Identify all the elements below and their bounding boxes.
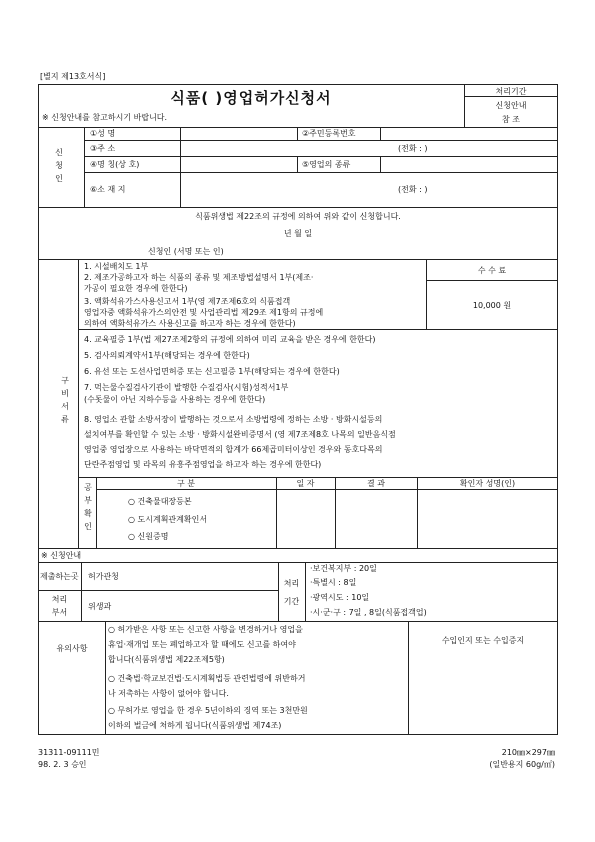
note-item: 합니다(식품위생법 제22조제5항): [108, 655, 225, 664]
period-city-county: ·시·군·구 : 7일 , 8일(식품접객업): [310, 608, 427, 617]
business-name-field[interactable]: [182, 158, 294, 170]
note-item: 나 저촉하는 사항이 없어야 합니다.: [108, 689, 229, 698]
dept-label-1: 처리: [51, 595, 68, 604]
period-label-1: 처리: [283, 579, 300, 588]
public-check-label: 공부확인: [84, 483, 92, 531]
document-item: 영업자중 액화석유가스의안전 및 사업관리법 제29조 제1항의 규정에: [84, 308, 324, 317]
submit-value: 허가관청: [88, 572, 119, 581]
note-item: 휴업·재개업 또는 폐업하고자 할 때에도 신고를 하여야: [108, 640, 296, 649]
declaration-signer: 신청인 (서명 또는 인): [148, 247, 224, 256]
dept-label-2: 부서: [51, 608, 68, 617]
documents-section-label: 구비서류: [61, 376, 69, 424]
document-item: 4. 교육필증 1부(법 제27조제2항의 규정에 의하여 미리 교육을 받은 경우에 한한다): [84, 335, 376, 344]
footer-size: 210㎜×297㎜: [501, 748, 555, 757]
business-type-label: ⑤영업의 종류: [302, 160, 351, 169]
document-item: 6. 유선 또는 도선사업면허증 또는 신고필증 1부(해당되는 경우에 한한다): [84, 367, 340, 376]
document-item: 의하여 액화석유가스 사용신고를 하고자 하는 경우에 한한다): [84, 319, 296, 328]
address-label: ③주 소: [90, 144, 116, 153]
stamp-label: 수입인지 또는 수입증지: [441, 636, 525, 645]
check-header-result: 결 과: [367, 479, 385, 488]
notice-text: ※ 신청안내를 참고하시기 바랍니다.: [42, 113, 168, 122]
form-number: [별지 제13호서식]: [40, 72, 106, 81]
reg-no-label: ②주민등록번호: [302, 129, 356, 138]
reg-no-field[interactable]: [383, 129, 555, 139]
note-item: ○ 허가받은 사항 또는 신고한 사항을 변경하거나 영업을: [108, 625, 303, 634]
business-type-field[interactable]: [383, 158, 555, 170]
document-item: 3. 액화석유가스사용신고서 1부(영 제7조제6호의 식품접객: [84, 297, 291, 306]
document-item: (수돗물이 아닌 지하수등을 사용하는 경우에 한한다): [84, 395, 266, 404]
period-special-city: ·특별시 : 8일: [310, 578, 357, 587]
check-header-type: 구 분: [177, 479, 195, 488]
processing-guide-2: 참 조: [502, 115, 520, 124]
note-item: ○ 무허가로 영업을 한 경우 5년이하의 징역 또는 3천만원: [108, 706, 308, 715]
name-label: ①성 명: [90, 129, 116, 138]
document-item: 1. 시설배치도 1부: [84, 262, 149, 271]
form-title: 식품( )영업허가신청서: [170, 89, 332, 107]
declaration-text: 식품위생법 제22조의 규정에 의하여 위와 같이 신청합니다.: [195, 212, 401, 221]
period-label-2: 기간: [283, 597, 300, 606]
fee-value: 10,000 원: [472, 301, 512, 310]
notes-section-label: 유의사항: [56, 644, 88, 653]
applicant-section-label: 신청인: [55, 148, 63, 183]
period-ministry: ·보건복지부 : 20일: [310, 564, 377, 573]
footer-paper: (일반용지 60g/㎡): [489, 760, 555, 769]
guide-title: ※ 신청안내: [41, 551, 82, 560]
processing-guide-1: 신청안내: [495, 101, 527, 110]
submit-label: 제출하는곳: [40, 572, 79, 581]
document-item: 8. 영업소 관할 소방서장이 발행하는 것으로서 소방법령에 정하는 소방 · 방화시설등의: [84, 415, 383, 424]
document-item: 단란주점영업 및 라목의 유흥주점영업을 하고자 하는 경우에 한한다): [84, 460, 322, 469]
declaration-date: 년 월 일: [283, 229, 313, 238]
document-item: 5. 검사의뢰계약서1부(해당되는 경우에 한한다): [84, 351, 250, 360]
period-metro: ·광역시도 : 10일: [310, 593, 370, 602]
name-field[interactable]: [182, 129, 294, 139]
location-field[interactable]: [182, 176, 392, 204]
dept-value: 위생과: [88, 602, 112, 611]
document-item: 가공이 필요한 경우에 한한다): [84, 284, 188, 293]
check-item-building-register: ○ 건축물대장등본: [128, 497, 192, 506]
processing-period-label: 처리기간: [495, 87, 527, 96]
note-item: ○ 건축법·학교보건법·도시계획법등 관련법령에 위반하거: [108, 674, 306, 683]
document-item: 2. 제조가공하고자 하는 식품의 종류 및 제조방법설명서 1부(제조·: [84, 273, 314, 282]
fee-label: 수 수 료: [477, 266, 507, 275]
address-phone: (전화 : ): [398, 144, 428, 153]
footer-approval: 98. 2. 3 승인: [38, 760, 87, 769]
document-item: 설치여부를 확인할 수 있는 소방 · 방화시설완비증명서 (영 제7조제8호 나목의 일반음식점: [84, 430, 396, 439]
address-field[interactable]: [182, 142, 392, 154]
note-item: 이하의 벌금에 처하게 됩니다(식품위생법 제74조): [108, 721, 282, 730]
location-phone: (전화 : ): [398, 185, 428, 194]
check-header-date: 일 자: [296, 479, 315, 488]
business-name-label: ④명 칭(상 호): [90, 160, 140, 169]
location-label: ⑥소 재 지: [90, 185, 126, 194]
check-item-urban-plan: ○ 도시계획관계확인서: [128, 515, 208, 524]
document-item: 영업중 영업장으로 사용하는 바닥면적의 합계가 66제곱미터이상인 경우와 동호다목의: [84, 445, 383, 454]
document-item: 7. 먹는물수질검사기관이 발행한 수질검사(시험)성적서1부: [84, 383, 289, 392]
check-header-verifier: 확인자 성명(인): [459, 479, 516, 488]
check-item-identity: ○ 신원증명: [128, 532, 169, 541]
footer-code: 31311-09111민: [38, 748, 100, 757]
